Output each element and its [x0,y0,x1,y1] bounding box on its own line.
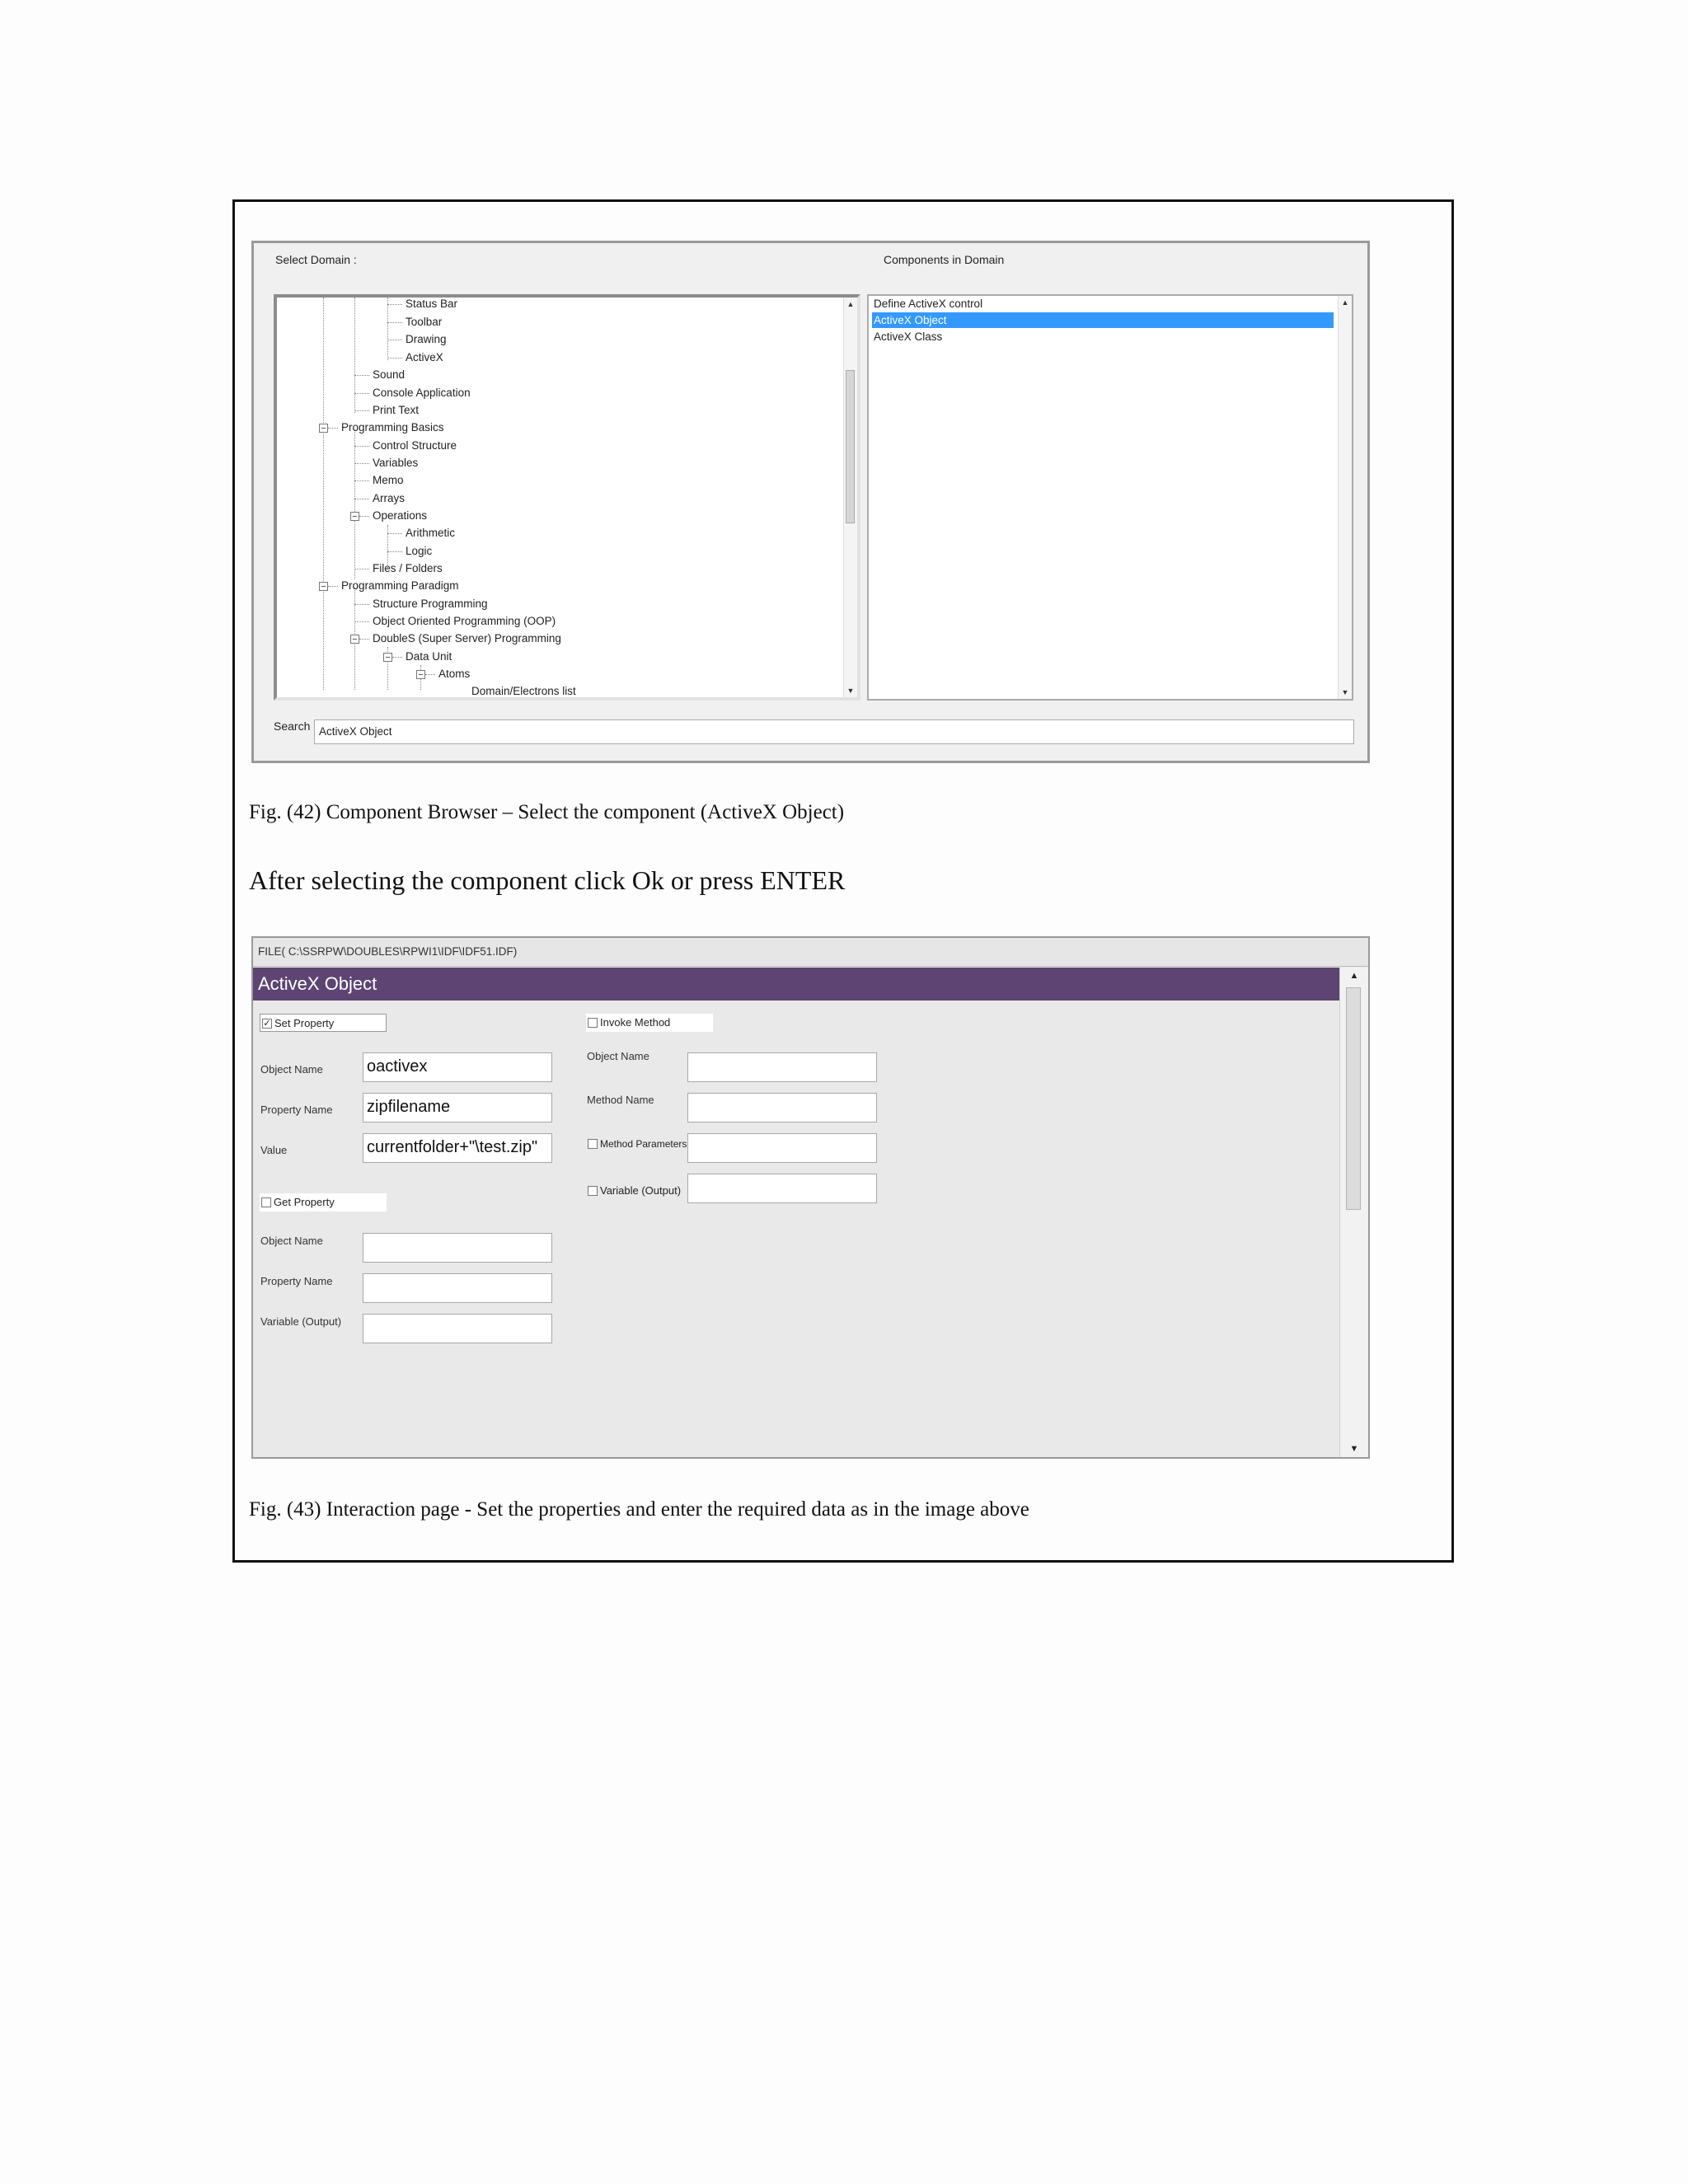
get-property-name-input[interactable] [363,1273,552,1303]
get-property-name-label: Property Name [260,1275,333,1287]
invoke-variable-output-checkbox[interactable] [588,1186,598,1196]
method-parameters-label: Method Parameters [600,1138,687,1150]
set-object-name-label: Object Name [260,1063,323,1076]
invoke-method-label: Invoke Method [600,1016,671,1029]
component-item-activex-object[interactable]: ActiveX Object [872,312,1334,328]
tree-item[interactable]: Programming Basics [341,421,444,434]
interaction-page-window [251,936,1370,1459]
components-list-scrollbar[interactable] [1338,296,1352,699]
tree-item[interactable]: Variables [373,457,419,469]
tree-item[interactable]: ActiveX [406,351,443,363]
scroll-up-icon[interactable]: ▲ [1349,971,1359,981]
tree-item[interactable]: Programming Paradigm [341,579,459,592]
domain-tree[interactable] [274,294,860,701]
interaction-page-scrollbar[interactable] [1339,968,1368,1457]
tree-item[interactable]: Drawing [406,333,447,345]
component-item-define-activex-control[interactable]: Define ActiveX control [874,298,983,310]
method-name-label: Method Name [587,1094,654,1106]
components-list[interactable] [867,294,1353,701]
tree-item[interactable]: Operations [373,509,428,522]
tree-item[interactable]: Arithmetic [406,527,456,539]
scroll-down-icon[interactable]: ▼ [1341,688,1349,696]
set-property-checkbox[interactable]: ✓ [263,1018,271,1029]
tree-item[interactable]: Logic [406,545,433,557]
set-value-label: Value [260,1144,288,1156]
tree-item[interactable]: Toolbar [406,316,443,328]
collapse-data-unit-icon[interactable]: − [383,653,392,662]
tree-item[interactable]: Sound [373,368,406,381]
method-parameters-checkbox[interactable] [588,1139,598,1149]
component-item-activex-class[interactable]: ActiveX Class [874,330,943,343]
collapse-atoms-icon[interactable]: − [416,670,425,679]
instruction-text: After selecting the component click Ok or press ENTER [249,865,846,895]
method-name-input[interactable] [687,1093,877,1122]
invoke-method-option[interactable] [586,1014,713,1032]
get-object-name-label: Object Name [260,1235,323,1247]
set-property-name-label: Property Name [260,1104,333,1116]
invoke-method-checkbox[interactable] [588,1018,598,1028]
tree-item[interactable]: Data Unit [406,650,452,663]
invoke-variable-output-input[interactable] [687,1174,877,1203]
fig42-caption: Fig. (42) Component Browser – Select the component (ActiveX Object) [249,801,845,823]
set-property-label: Set Property [274,1017,335,1029]
invoke-variable-output-option[interactable] [586,1182,683,1200]
tree-item[interactable]: Structure Programming [373,598,488,610]
method-parameters-input[interactable] [687,1133,877,1163]
collapse-programming-paradigm-icon[interactable]: − [319,582,328,591]
scroll-up-icon[interactable]: ▲ [1341,298,1349,307]
tree-item[interactable]: Status Bar [406,298,458,310]
collapse-programming-basics-icon[interactable]: − [319,424,328,433]
tree-item[interactable]: Console Application [373,387,471,399]
invoke-object-name-label: Object Name [587,1050,649,1062]
domain-tree-scrollbar[interactable] [843,298,857,697]
scroll-up-icon[interactable]: ▲ [846,300,855,308]
tree-item[interactable]: DoubleS (Super Server) Programming [373,632,561,644]
select-domain-label: Select Domain : [275,253,357,266]
invoke-object-name-input[interactable] [687,1052,877,1082]
get-object-name-input[interactable] [363,1233,552,1263]
scrollbar-thumb[interactable] [1346,987,1361,1210]
set-object-name-input[interactable]: oactivex [363,1052,552,1082]
collapse-doubles-icon[interactable]: − [350,635,359,644]
get-property-option[interactable] [260,1193,387,1212]
get-variable-output-input[interactable] [363,1314,552,1343]
components-in-domain-label: Components in Domain [884,253,1005,266]
tree-item[interactable]: Control Structure [373,439,457,452]
scroll-down-icon[interactable]: ▼ [846,687,855,695]
invoke-variable-output-label: Variable (Output) [600,1184,682,1197]
tree-item[interactable]: Memo [373,474,404,486]
get-variable-output-label: Variable (Output) [260,1315,342,1328]
search-input[interactable]: ActiveX Object [314,719,1354,744]
scroll-down-icon[interactable]: ▼ [1349,1444,1359,1454]
tree-item[interactable]: Print Text [373,404,420,416]
tree-item[interactable]: Files / Folders [373,562,443,574]
scrollbar-thumb[interactable] [846,370,855,523]
component-browser-window [251,241,1370,763]
set-property-option[interactable] [260,1014,387,1032]
collapse-operations-icon[interactable]: − [350,512,359,521]
fig43-caption: Fig. (43) Interaction page - Set the properties and enter the required data as in the image above [249,1498,1029,1521]
set-property-name-input[interactable]: zipfilename [363,1093,552,1122]
set-value-input[interactable]: currentfolder+"\test.zip" [363,1133,552,1163]
tree-item[interactable]: Domain/Electrons list [471,685,576,697]
tree-item[interactable]: Atoms [438,668,471,680]
tree-item[interactable]: Arrays [373,492,406,504]
get-property-checkbox[interactable] [261,1197,271,1207]
method-parameters-option[interactable] [586,1135,687,1153]
page-title: ActiveX Object [253,968,1340,1001]
file-path-bar: FILE( C:\SSRPW\DOUBLES\RPWI1\IDF\IDF51.IDF) [253,938,1368,967]
search-label: Search [274,719,311,733]
get-property-label: Get Property [274,1196,335,1208]
tree-item[interactable]: Object Oriented Programming (OOP) [373,615,556,627]
